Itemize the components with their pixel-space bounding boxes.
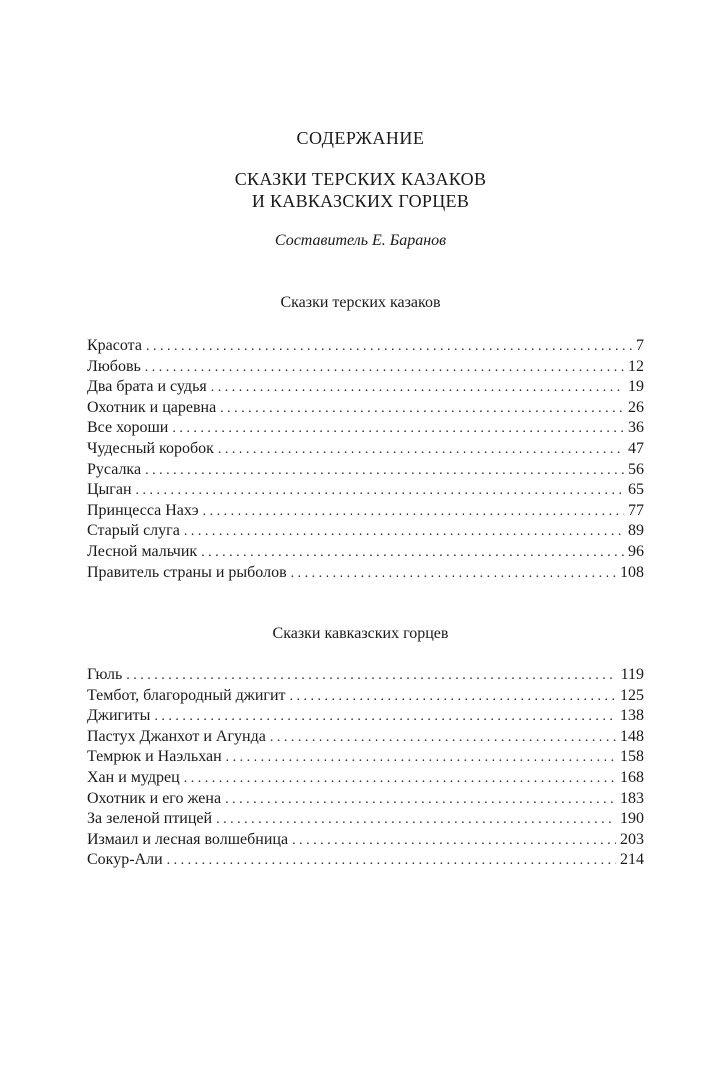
toc-entry-page: 183 xyxy=(620,789,644,807)
toc-entry-page: 138 xyxy=(620,707,644,725)
toc-entry-page: 7 xyxy=(636,337,644,354)
toc-entry[interactable] xyxy=(87,418,644,439)
toc-entry-page: 26 xyxy=(628,398,644,416)
toc-entry[interactable] xyxy=(87,521,644,542)
toc-leader-dots xyxy=(184,769,616,789)
toc-entry-page: 214 xyxy=(620,851,644,869)
book-title-line-2: И КАВКАЗСКИХ ГОРЦЕВ xyxy=(251,191,470,211)
toc-entry[interactable] xyxy=(87,768,644,789)
toc-entry-page: 19 xyxy=(628,378,644,396)
toc-entry-page: 158 xyxy=(620,748,644,766)
toc-entry[interactable] xyxy=(87,706,644,727)
toc-leader-dots xyxy=(201,543,624,563)
toc-entry[interactable] xyxy=(87,789,644,810)
toc-entry[interactable] xyxy=(87,830,644,851)
toc-leader-dots xyxy=(184,522,624,542)
toc-entry-page: 168 xyxy=(620,768,644,786)
toc-leader-dots xyxy=(211,378,624,398)
toc-entry-page: 190 xyxy=(620,810,644,828)
book-title-line-1: СКАЗКИ ТЕРСКИХ КАЗАКОВ xyxy=(234,169,487,189)
toc-entry[interactable] xyxy=(87,501,644,522)
toc-leader-dots xyxy=(290,687,616,707)
toc-entry[interactable] xyxy=(87,377,644,398)
toc-leader-dots xyxy=(270,728,616,748)
toc-entry-page: 96 xyxy=(628,542,644,560)
toc-entry-title: Чудесный коробок xyxy=(87,439,214,457)
toc-entry-page: 125 xyxy=(620,686,644,704)
toc-entry[interactable] xyxy=(87,460,644,481)
toc-entry-title: Все хороши xyxy=(87,419,169,437)
toc-entry-page: 56 xyxy=(628,460,644,478)
toc-leader-dots xyxy=(146,337,632,357)
toc-entry-page: 47 xyxy=(628,439,644,457)
toc-entry-title: Русалка xyxy=(87,460,142,478)
toc-entry[interactable] xyxy=(87,336,644,357)
toc-leader-dots xyxy=(216,810,616,830)
toc-entry-title: Пастух Джанхот и Агунда xyxy=(87,727,266,745)
toc-entry-title: Измаил и лесная волшебница xyxy=(87,830,289,848)
compiler-credit: Составитель Е. Баранов xyxy=(274,232,447,249)
toc-leader-dots xyxy=(292,831,616,851)
toc-entry-title: Красота xyxy=(87,337,142,354)
toc-entry[interactable] xyxy=(87,398,644,419)
toc-entry-page: 89 xyxy=(628,522,644,540)
toc-list-terek-cossacks xyxy=(87,336,644,583)
toc-entry[interactable] xyxy=(87,809,644,830)
toc-leader-dots xyxy=(136,481,624,501)
toc-entry-title: Хан и мудрец xyxy=(87,768,180,786)
toc-entry-page: 108 xyxy=(620,563,644,581)
toc-entry[interactable] xyxy=(87,727,644,748)
toc-entry[interactable] xyxy=(87,480,644,501)
toc-leader-dots xyxy=(226,748,616,768)
toc-leader-dots xyxy=(225,790,616,810)
toc-entry-page: 36 xyxy=(628,419,644,437)
toc-entry-page: 148 xyxy=(620,727,644,745)
toc-entry[interactable] xyxy=(87,665,644,686)
toc-leader-dots xyxy=(154,707,616,727)
toc-entry-title: Сокур-Али xyxy=(87,851,163,869)
toc-entry-page: 65 xyxy=(628,481,644,499)
toc-entry[interactable] xyxy=(87,686,644,707)
toc-entry[interactable] xyxy=(87,563,644,584)
toc-entry-title: Гюль xyxy=(87,666,123,683)
contents-heading: СОДЕРЖАНИЕ xyxy=(296,128,425,148)
toc-entry-title: Любовь xyxy=(87,357,141,375)
toc-entry-title: Джигиты xyxy=(87,707,151,725)
toc-entry-title: Тембот, благородный джигит xyxy=(87,686,286,704)
toc-leader-dots xyxy=(172,419,624,439)
toc-entry-page: 203 xyxy=(620,830,644,848)
toc-entry-title: Принцесса Нахэ xyxy=(87,501,199,519)
toc-entry-title: Охотник и царевна xyxy=(87,398,217,416)
toc-entry-title: Цыган xyxy=(87,481,132,499)
toc-entry[interactable] xyxy=(87,542,644,563)
toc-entry-page: 119 xyxy=(620,666,644,683)
toc-leader-dots xyxy=(203,502,624,522)
toc-leader-dots xyxy=(145,358,624,378)
toc-entry-title: За зеленой птицей xyxy=(87,810,213,828)
toc-entry-title: Старый слуга xyxy=(87,522,180,540)
toc-entry-title: Темрюк и Наэльхан xyxy=(87,748,222,766)
toc-leader-dots xyxy=(291,564,616,584)
toc-entry-title: Два брата и судья xyxy=(87,378,207,396)
toc-leader-dots xyxy=(126,666,616,686)
toc-list-caucasus-highlanders xyxy=(87,665,644,871)
toc-entry-title: Правитель страны и рыболов xyxy=(87,563,287,581)
toc-leader-dots xyxy=(145,461,624,481)
section-title-terek-cossacks: Сказки терских казаков xyxy=(280,294,441,311)
toc-leader-dots xyxy=(220,399,624,419)
toc-leader-dots xyxy=(167,851,616,871)
toc-entry-title: Лесной мальчик xyxy=(87,542,198,560)
toc-entry-title: Охотник и его жена xyxy=(87,789,222,807)
toc-entry-page: 77 xyxy=(628,501,644,519)
toc-entry-page: 12 xyxy=(628,357,644,375)
toc-entry[interactable] xyxy=(87,439,644,460)
toc-entry[interactable] xyxy=(87,747,644,768)
toc-entry[interactable] xyxy=(87,357,644,378)
toc-entry[interactable] xyxy=(87,850,644,871)
toc-leader-dots xyxy=(218,440,624,460)
section-title-caucasus-highlanders: Сказки кавказских горцев xyxy=(272,625,449,642)
